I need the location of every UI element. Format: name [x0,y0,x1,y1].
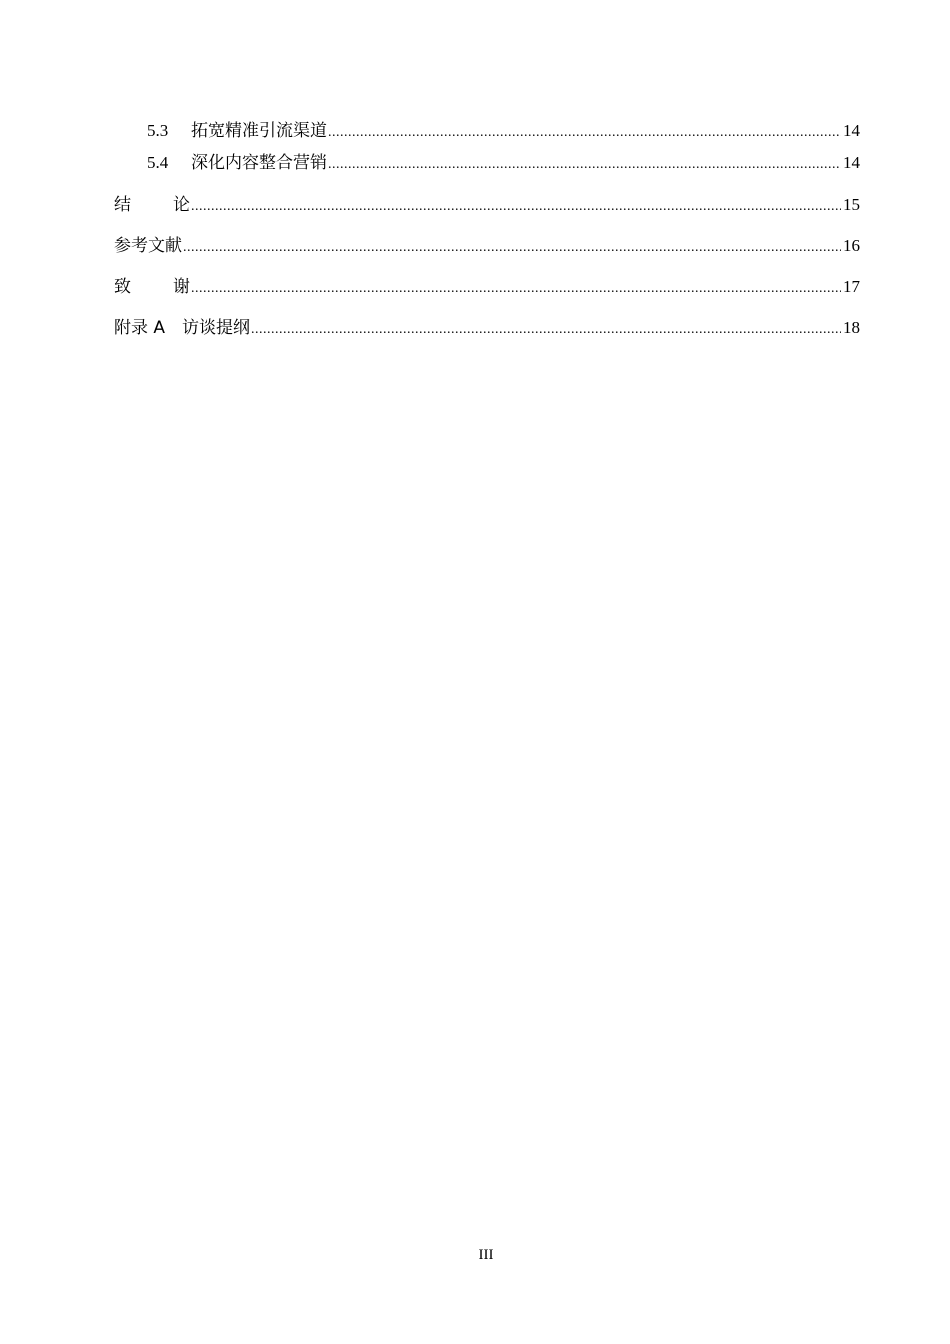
page-footer-number: III [478,1247,494,1263]
dot-leader [191,194,841,220]
toc-entry-page: 18 [843,318,860,337]
dot-leader [183,235,841,261]
toc-entry-5-3[interactable] [114,118,860,150]
dot-leader [251,317,841,343]
toc-entry-page: 14 [843,121,860,140]
toc-entry-number: 5.3 [147,121,169,140]
title-char-last: 谢 [173,277,190,297]
toc-entry-title [114,274,190,300]
toc-entry-references[interactable] [114,233,860,274]
toc-entry-conclusion[interactable] [114,192,860,233]
toc-entry-page: 16 [843,236,860,255]
toc-entry-title: 深化内容整合营销 [191,153,327,172]
toc-entry-title: 参考文献 [114,236,182,256]
toc-entry-5-4[interactable] [114,150,860,182]
toc-entry-title [114,192,190,218]
dot-leader [191,276,841,302]
toc-entry-appendix-a[interactable] [114,315,860,356]
title-char-first: 结 [114,195,150,215]
dot-leader [328,120,841,146]
toc-entry-page: 17 [843,277,860,296]
dot-leader [328,152,841,178]
toc-entry-page: 14 [843,153,860,172]
toc-entry-acknowledgements[interactable] [114,274,860,315]
toc-entry-title: 拓宽精准引流渠道 [191,121,327,140]
toc-entry-title: 附录 A 访谈提纲 [114,318,251,338]
table-of-contents [114,118,860,356]
toc-entry-number: 5.4 [147,153,169,172]
title-char-last: 论 [173,195,190,215]
toc-entry-page: 15 [843,195,860,214]
title-char-first: 致 [114,277,150,297]
